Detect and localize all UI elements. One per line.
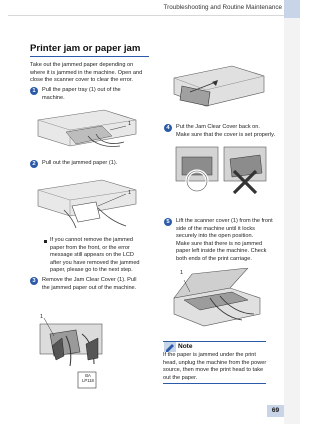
page-number: 69 [271, 407, 280, 414]
step-5-line: Make sure that there is no jammed [176, 240, 263, 247]
step-5-line: paper left inside the machine. Check [176, 248, 267, 254]
step-1-line: machine. [42, 94, 65, 101]
step-2-illustration [36, 176, 140, 230]
bullet-line: paper from the front, or the error [50, 244, 130, 251]
intro-line: where it is jammed in the machine. Open and [30, 69, 143, 76]
note-line: out the paper. [163, 374, 198, 381]
note-text [163, 352, 266, 382]
figure-code: BA [85, 373, 91, 378]
running-header: Troubleshooting and Routine Maintenance [163, 4, 282, 11]
header-rule [8, 15, 284, 16]
step-2-text: Pull out the jammed paper (1). [42, 160, 118, 166]
figure-code-badge [80, 373, 96, 383]
step-1-illustration [36, 106, 140, 152]
note-rule-top [163, 341, 266, 342]
note-line: If the paper is jammed under the print [163, 352, 256, 358]
step-4-incorrect-illustration [222, 143, 268, 197]
section-rule [30, 56, 149, 57]
jam-clear-cover-illustration [172, 62, 266, 114]
step-4-text [176, 124, 275, 139]
step-1-callout: 1 [128, 121, 132, 127]
step-3-badge: 3 [30, 277, 38, 285]
intro-line: Take out the jammed paper depending on [30, 62, 134, 68]
intro-line: close the scanner cover to clear the error. [30, 77, 133, 83]
step-3-line: the jammed paper out of the machine. [42, 284, 137, 291]
step-4-badge: 4 [164, 124, 172, 132]
step-4-line: Make sure that the cover is set properly. [176, 131, 276, 138]
bullet-line: If you cannot remove the jammed [50, 237, 134, 243]
chapter-tab-marker [284, 0, 300, 18]
step-3-callout: 1 [40, 314, 44, 320]
figure-code-sub: LP118 [82, 378, 94, 383]
intro-paragraph [30, 62, 142, 85]
bullet-line: paper, please go to the next step. [50, 267, 133, 273]
bullet-line: message still appears on the LCD [50, 252, 134, 258]
step-5-line: securely into the open position. [176, 233, 254, 239]
note-label: Note [178, 343, 193, 350]
step-1-badge: 1 [30, 87, 38, 95]
bullet-text [50, 237, 140, 275]
step-2-callout: 1 [128, 190, 132, 196]
step-5-line: both ends of the print carriage. [176, 255, 252, 262]
step-3-text [42, 277, 137, 292]
step-1-line: Pull the paper tray (1) out of the [42, 87, 121, 93]
step-3-line: Remove the Jam Clear Cover (1). Pull [42, 277, 137, 283]
step-2-badge: 2 [30, 160, 38, 168]
bullet-line: after you have removed the jammed [50, 259, 140, 266]
section-title: Printer jam or paper jam [30, 43, 141, 54]
step-5-text [176, 218, 273, 263]
step-5-illustration [170, 268, 264, 332]
note-line: source, then move the print head to take [163, 367, 264, 373]
note-line: head, unplug the machine from the power [163, 359, 267, 366]
step-5-badge: 5 [164, 218, 172, 226]
bullet-marker [44, 240, 47, 243]
step-5-line: side of the machine until it locks [176, 225, 255, 232]
step-4-correct-illustration [174, 143, 220, 197]
step-1-text [42, 87, 121, 102]
note-rule-bottom [163, 383, 266, 384]
step-5-line: Lift the scanner cover (1) from the front [176, 218, 273, 224]
chapter-tab [284, 0, 300, 424]
step-4-line: Put the Jam Clear Cover back on. [176, 124, 260, 130]
step-5-callout: 1 [180, 270, 184, 276]
